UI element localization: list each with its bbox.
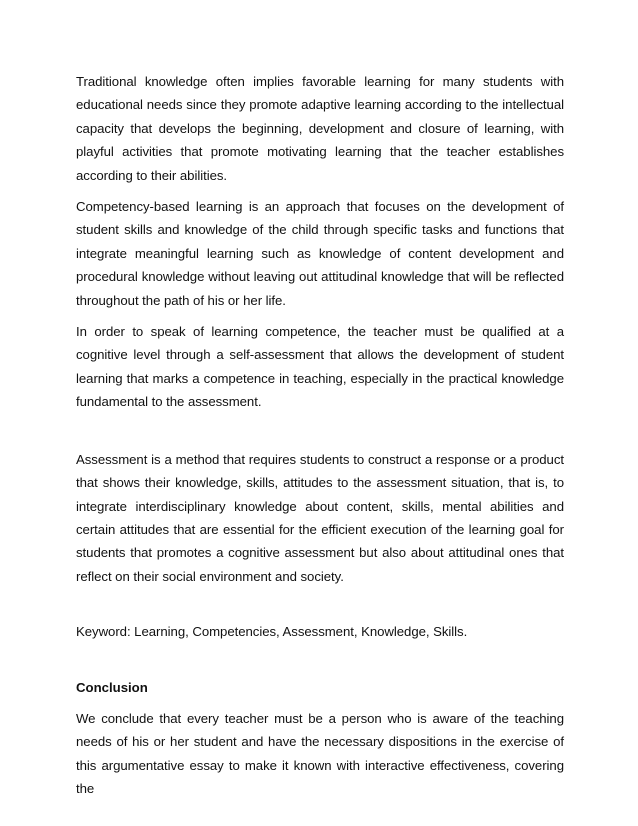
spacer [76,414,564,448]
paragraph-assessment: Assessment is a method that requires students to construct a response or a product that shows their knowledge, skills, attitudes to the assessment situation, that is, to integrate interdisciplinary knowledge about content, skills, mental abilities and certain attitudes that are essential for the efficient execution of the learning goal for students that promotes a cognitive assessment but also about attitudinal ones that reflect on their social environment and society. [76,451,564,584]
paragraph-traditional-knowledge: Traditional knowledge often implies favorable learning for many students with educational needs since they promote adaptive learning according to the intellectual capacity that develops the beginning, development and closure of learning, with playful activities that promote motivating learning that the teacher establishes according to their abilities. [76,74,564,183]
spacer [76,588,564,620]
spacer [76,187,564,195]
conclusion-heading: Conclusion [76,679,148,695]
paragraph-conclusion: We conclude that every teacher must be a person who is aware of the teaching needs of his or her student and have the necessary dispositions in the exercise of this argumentative essay to make it known with interactive effectiveness, covering the [76,710,564,797]
spacer [76,699,564,707]
keywords-line: Keyword: Learning, Competencies, Assessment, Knowledge, Skills. [76,624,468,640]
spacer [76,644,564,676]
document-page [76,70,564,801]
spacer [76,312,564,320]
paragraph-learning-competence: In order to speak of learning competence, the teacher must be qualified at a cognitive level through a self-assessment that allows the development of student learning that marks a competence in teaching, especially in the practical knowledge fundamental to the assessment. [76,324,564,410]
paragraph-competency-based-learning: Competency-based learning is an approach that focuses on the development of student skills and knowledge of the child through specific tasks and functions that integrate meaningful learning such as knowledge of content development and procedural knowledge without leaving out attitudinal knowledge that will be reflected throughout the path of his or her life. [76,199,564,308]
